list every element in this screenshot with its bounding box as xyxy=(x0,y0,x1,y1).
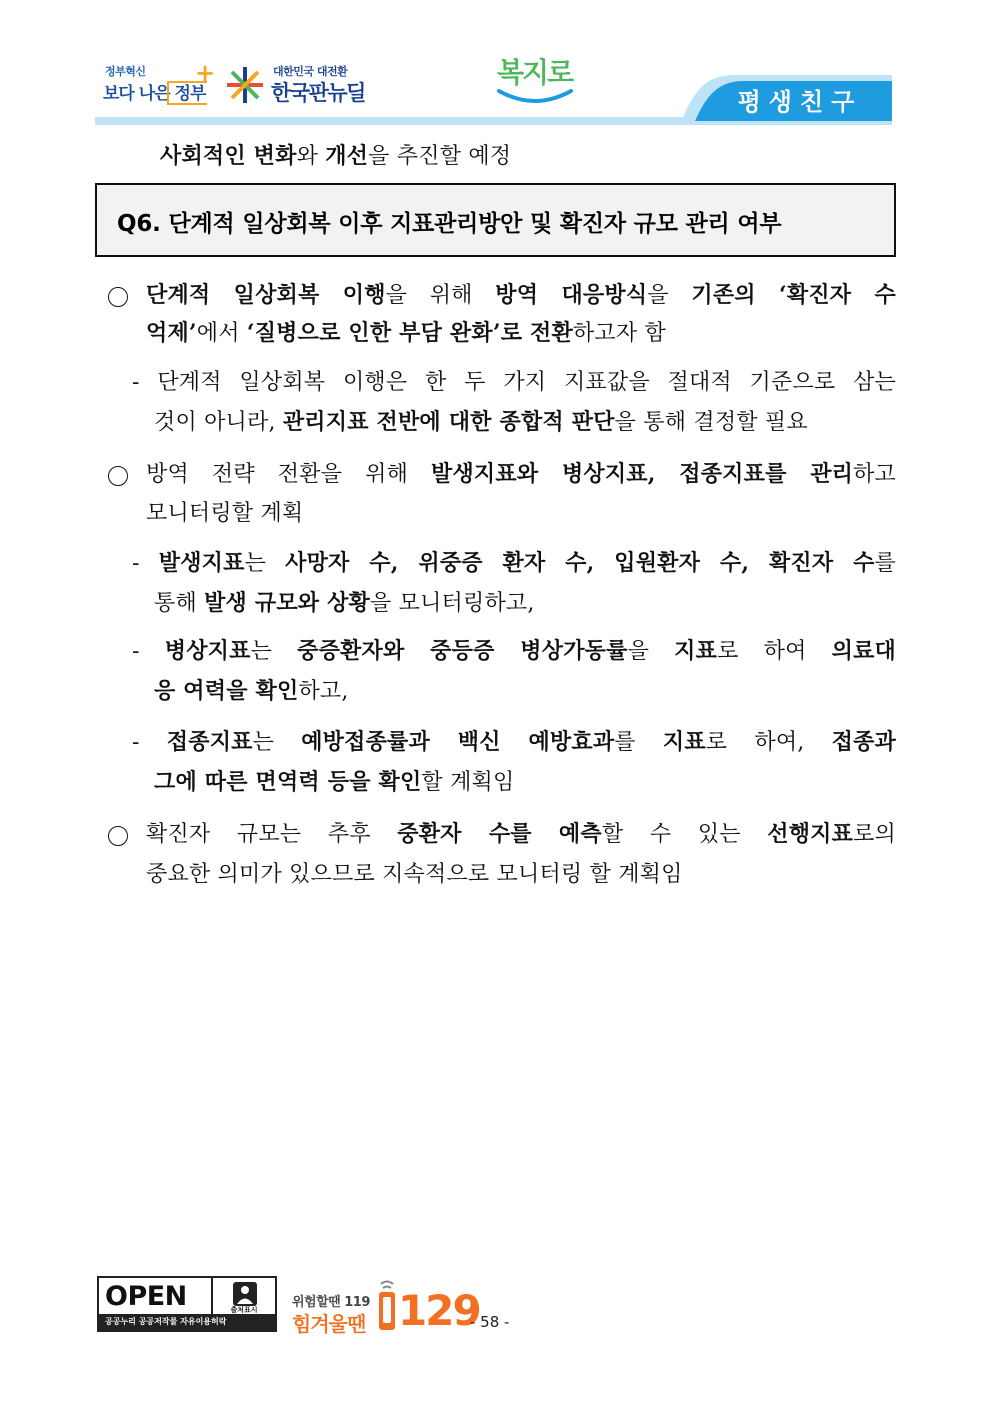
p2-sub2-line1: - 병상지표는 중증환자와 중등증 병상가동률을 지표로 하여 의료대 xyxy=(132,638,896,664)
bokjiro-logo: 복지로 xyxy=(495,51,575,111)
intro-line: 사회적인 변화와 개선을 추진할 예정 xyxy=(160,143,512,169)
p1-line1: 단계적 일상회복 이행을 위해 방역 대응방식을 기존의 ‘확진자 수 xyxy=(146,282,896,308)
attribution-badge: 출처표시 xyxy=(211,1278,275,1316)
bullet-circle-icon xyxy=(108,287,128,307)
gov-innovation-logo: 정부혁신 보다 나은 정부 + xyxy=(103,59,216,104)
p1-sub-line1: - 단계적 일상회복 이행은 한 두 가지 지표값을 절대적 기준으로 삼는 xyxy=(132,370,896,395)
plus-icon: + xyxy=(195,59,216,87)
hotline-129-logo: 위험할땐 119 힘겨울땐 129 xyxy=(292,1278,492,1338)
p3-line2: 중요한 의미가 있으므로 지속적으로 모니터링 할 계획임 xyxy=(146,862,683,887)
p2-sub2-line2: 응 여력을 확인하고, xyxy=(154,678,349,704)
p3-line1: 확진자 규모는 추후 중환자 수를 예측할 수 있는 선행지표로의 xyxy=(146,821,896,847)
p1-sub-line2: 것이 아니라, 관리지표 전반에 대한 종합적 판단을 통해 결정할 필요 xyxy=(154,409,808,435)
p2-line1: 방역 전략 전환을 위해 발생지표와 병상지표, 접종지표를 관리하고 xyxy=(146,461,896,487)
p1-line2: 억제’에서 ‘질병으로 인한 부담 완화’로 전환하고자 함 xyxy=(146,320,666,346)
person-icon xyxy=(213,1280,277,1308)
p2-sub1-line2: 통해 발생 규모와 상황을 모니터링하고, xyxy=(154,590,535,616)
korean-new-deal-logo: 대한민국 대전환 한국판뉴딜 xyxy=(225,61,375,113)
page-header xyxy=(95,45,892,127)
bullet-circle-icon xyxy=(108,826,128,846)
header-tab-title: 평생친구 xyxy=(737,88,863,116)
page-number: - 58 - xyxy=(470,1313,510,1331)
p2-sub3-line2: 그에 따른 면역력 등을 확인할 계획임 xyxy=(154,769,515,795)
p2-line2: 모니터링할 계획 xyxy=(146,501,304,526)
p2-sub1-line1: - 발생지표는 사망자 수, 위중증 환자 수, 입원환자 수, 확진자 수를 xyxy=(132,550,896,576)
new-deal-mark-icon xyxy=(225,65,265,105)
bullet-circle-icon xyxy=(108,466,128,486)
bokjiro-smile-icon xyxy=(495,87,575,107)
question-box xyxy=(95,183,896,257)
open-license-logo: OPEN 출처표시 공공누리 공공저작물 자유이용허락 xyxy=(97,1276,277,1332)
phone-icon xyxy=(376,1280,398,1334)
p2-sub3-line1: - 접종지표는 예방접종률과 백신 예방효과를 지표로 하여, 접종과 xyxy=(132,729,897,755)
question-title: Q6. 단계적 일상회복 이후 지표관리방안 및 확진자 규모 관리 여부 xyxy=(117,211,782,237)
